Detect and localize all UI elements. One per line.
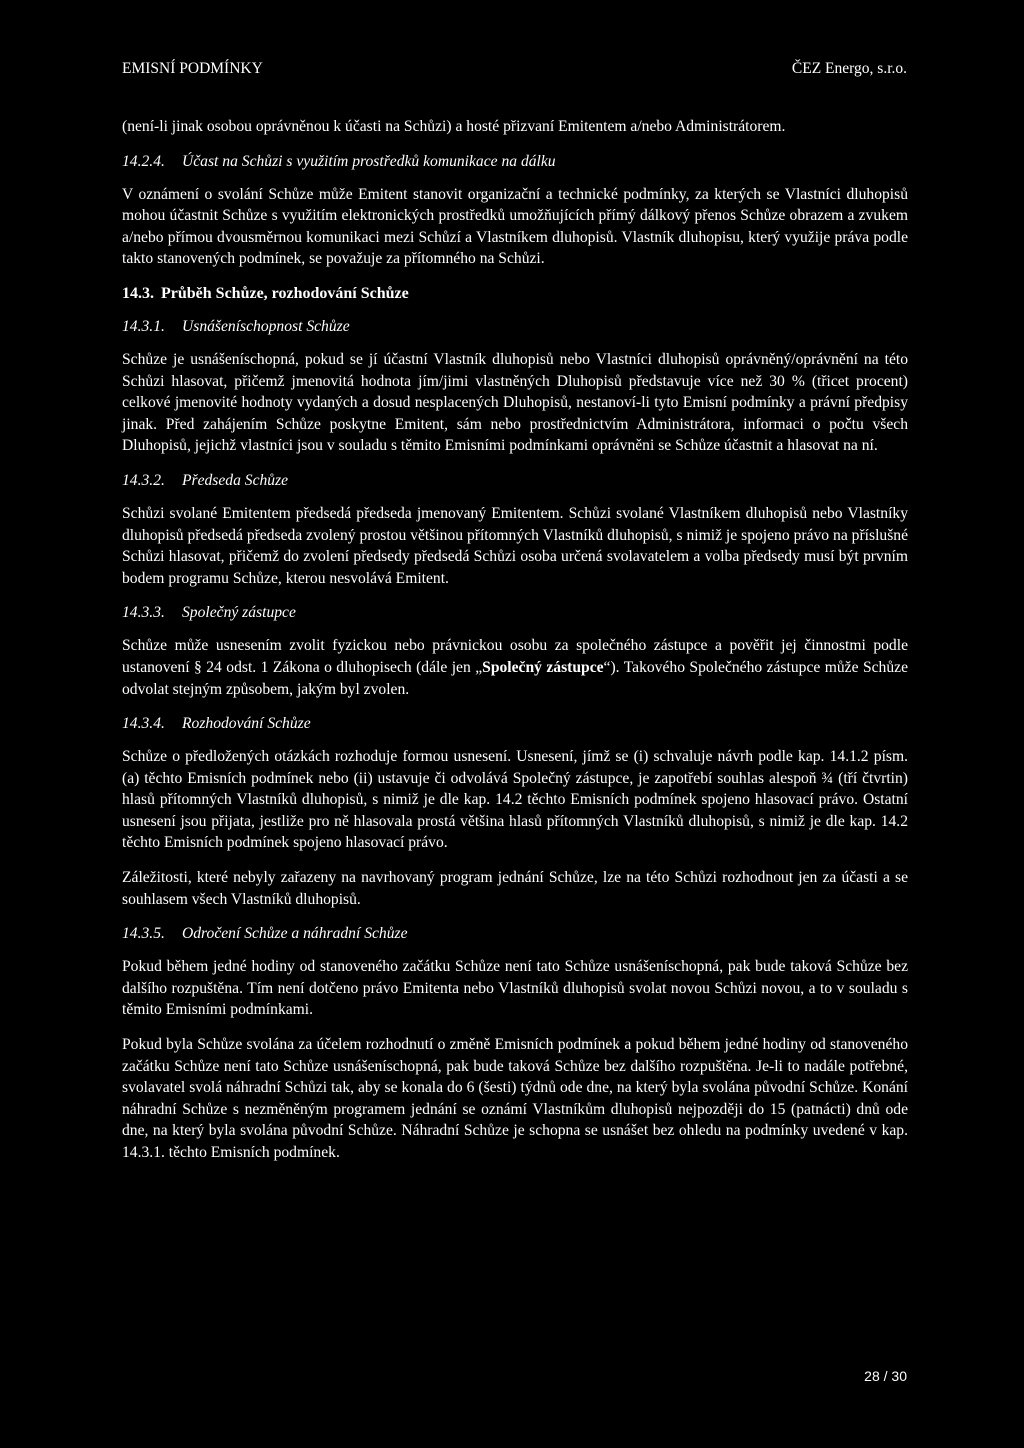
- paragraph-decision-making: Schůze o předložených otázkách rozhoduje formou usnesení. Usnesení, jímž se (i) schvaluje návrh podle kap. 14.1.2 písm. (a) těchto Emisních podmínek nebo (ii) ustavuje či odvolává Společný zástupce, je zapotřebí souhlas alespoň ¾ (tří čtvrtin) hlasů přítomných Vlastníků dluhopisů, s nimiž je dle kap. 14.2 těchto Emisních podmínek spojeno hlasovací právo. Ostatní usnesení jsou přijata, jestliže pro ně hlasovala prostá většina hlasů přítomných Vlastníků dluhopisů, s nimiž je dle kap. 14.2 těchto Emisních podmínek spojeno hlasovací právo.: [122, 748, 908, 852]
- subsection-heading-14-3-1: [122, 316, 908, 338]
- subsection-heading-14-3-5: [122, 923, 908, 945]
- section-number: 14.3.: [122, 284, 154, 302]
- paragraph-unlisted-matters: Záležitosti, které nebyly zařazeny na navrhovaný program jednání Schůze, lze na této Schůzi rozhodnout jen za účasti a se souhlasem všech Vlastníků dluhopisů.: [122, 869, 908, 908]
- subsection-title: Odročení Schůze a náhradní Schůze: [182, 925, 408, 943]
- subsection-title: Společný zástupce: [182, 604, 296, 622]
- subsection-heading-14-3-4: [122, 713, 908, 735]
- subsection-title: Účast na Schůzi s využitím prostředků komunikace na dálku: [182, 152, 556, 170]
- subsection-number: 14.3.4.: [122, 715, 165, 733]
- subsection-heading-14-3-3: [122, 602, 908, 624]
- subsection-title: Předseda Schůze: [182, 471, 289, 489]
- subsection-number: 14.3.5.: [122, 925, 165, 943]
- section-title: Průběh Schůze, rozhodování Schůze: [161, 284, 409, 302]
- paragraph-chairman: Schůzi svolané Emitentem předsedá předseda jmenovaný Emitentem. Schůzi svolané Vlastníkem dluhopisů nebo Vlastníky dluhopisů předsedá předseda zvolený prostou většinou přítomných Vlastníků dluhopisů, s nimiž je spojeno právo na příslušné Schůzi hlasovat, přičemž do zvolení předsedy předsedá Schůzi osoba určená svolavatelem a volba předsedy musí být prvním bodem programu Schůze, kterou nesvolává Emitent.: [122, 504, 908, 587]
- header-document-title: EMISNÍ PODMÍNKY: [122, 60, 263, 77]
- paragraph-quorum: Schůze je usnášeníschopná, pokud se jí účastní Vlastník dluhopisů nebo Vlastníci dluhopisů oprávněný/oprávnění na této Schůzi hlasovat, přičemž jmenovitá hodnota jím/jimi vlastněných Dluhopisů představuje více než 30 % (třicet procent) celkové jmenovité hodnoty vydaných a dosud nesplacených Dluhopisů, nestanoví-li tyto Emisní podmínky a právní předpisy jinak. Před zahájením Schůze poskytne Emitent, sám nebo prostřednictvím Administrátora, informaci o počtu všech Dluhopisů, jejichž vlastníci jsou v souladu s těmito Emisními podmínkami oprávněni se Schůze účastnit a hlasovat na ní.: [122, 350, 908, 455]
- subsection-number: 14.3.2.: [122, 471, 165, 489]
- paragraph-text-part: “). Takového Společného zástupce může Schůze odvolat stejným způsobem, jakým byl zvolen.: [122, 658, 908, 698]
- defined-term: Společný zástupce: [482, 658, 604, 676]
- subsection-number: 14.3.1.: [122, 317, 165, 335]
- section-heading-14-3: [122, 283, 908, 305]
- subsection-number: 14.2.4.: [122, 152, 165, 170]
- subsection-number: 14.3.3.: [122, 604, 165, 622]
- intro-paragraph: (není-li jinak osobou oprávněnou k účasti na Schůzi) a hosté přizvaní Emitentem a/nebo Administrátorem.: [122, 118, 786, 135]
- header-company-name: ČEZ Energo, s.r.o.: [791, 60, 907, 77]
- paragraph-substitute-meeting: Pokud byla Schůze svolána za účelem rozhodnutí o změně Emisních podmínek a pokud během jedné hodiny od stanoveného začátku Schůze není tato Schůze usnášeníschopná, pak bude taková Schůze bez dalšího rozpuštěna. Je-li to nadále potřebné, svolavatel svolá náhradní Schůzi tak, aby se konala do 6 (šesti) týdnů ode dne, na který byla svolána původní Schůze. Konání náhradní Schůze s nezměněným programem jednání se oznámí Vlastníkům dluhopisů nejpozději do 15 (patnácti) dnů ode dne, na který byla svolána původní Schůze. Náhradní Schůze je schopna se usnášet bez ohledu na podmínky uvedené v kap. 14.3.1. těchto Emisních podmínek.: [122, 1036, 908, 1161]
- subsection-title: Usnášeníschopnost Schůze: [182, 317, 350, 335]
- page-number: 28 / 30: [864, 1368, 907, 1384]
- paragraph-text-part: Schůze může usnesením zvolit fyzickou nebo právnickou osobu za společného zástupce a pověřit jej činnostmi podle ustanovení § 24 odst. 1 Zákona o dluhopisech (dále jen „: [122, 637, 908, 676]
- running-header: [122, 57, 907, 81]
- paragraph-joint-representative: [122, 635, 908, 700]
- paragraph-adjournment: Pokud během jedné hodiny od stanoveného začátku Schůze není tato Schůze usnášeníschopná, pak bude taková Schůze bez dalšího rozpuštěna. Tím není dotčeno právo Emitenta nebo Vlastníků dluhopisů svolat novou Schůzi novou, a to v souladu s těmito Emisními podmínkami.: [122, 958, 908, 1019]
- paragraph-remote-participation: V oznámení o svolání Schůze může Emitent stanovit organizační a technické podmínky, za kterých se Vlastníci dluhopisů mohou účastnit Schůze s využitím elektronických prostředků umožňujících přímý dálkový přenos Schůze obrazem a zvukem a/nebo přímou dvousměrnou komunikaci mezi Schůzí a Vlastníkem dluhopisů. Vlastník dluhopisu, který využije práva podle takto stanovených podmínek, se považuje za přítomného na Schůzi.: [122, 185, 908, 268]
- subsection-heading-14-3-2: [122, 470, 908, 492]
- subsection-title: Rozhodování Schůze: [182, 715, 311, 733]
- document-body: [122, 116, 908, 1177]
- subsection-heading-14-2-4: [122, 151, 908, 173]
